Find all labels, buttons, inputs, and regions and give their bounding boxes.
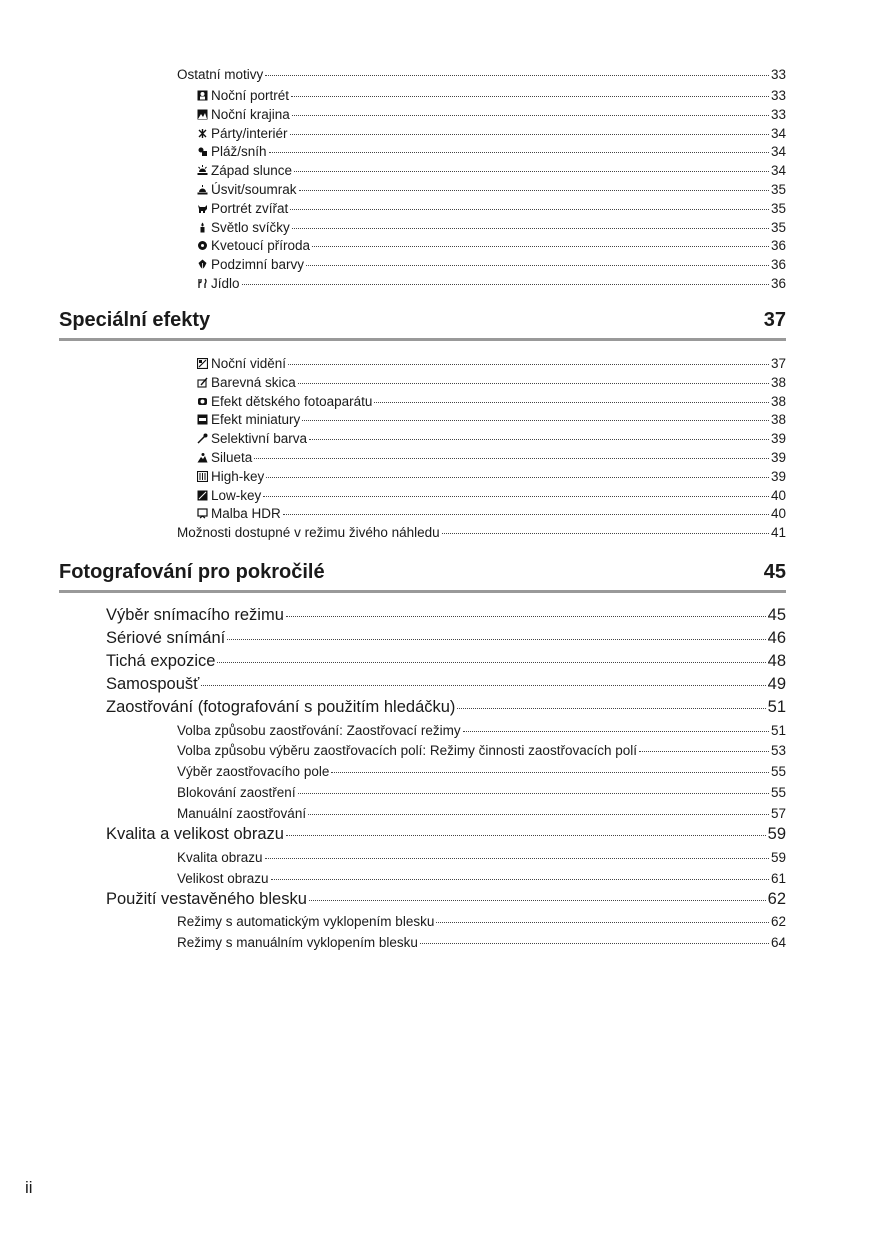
dot-leader — [254, 458, 769, 459]
sunset-icon — [197, 164, 208, 175]
dot-leader — [298, 793, 769, 794]
toc-entry[interactable] — [197, 107, 786, 122]
night-landscape-icon — [197, 108, 208, 119]
dot-leader — [242, 284, 769, 285]
toc-subentry[interactable] — [177, 723, 786, 738]
toc-entry-page: 59 — [767, 825, 786, 843]
toc-entry-label: Výběr zaostřovacího pole — [177, 764, 330, 779]
toc-entry[interactable] — [106, 629, 786, 648]
candlelight-icon — [197, 221, 208, 232]
toc-entry[interactable] — [197, 431, 786, 446]
toc-entry-label: Kvalita obrazu — [177, 850, 263, 865]
toc-entry[interactable] — [197, 144, 786, 159]
section-page: 37 — [763, 309, 786, 331]
toc-entry-page: 33 — [770, 106, 786, 122]
toc-entry-page: 46 — [767, 629, 786, 647]
night-portrait-icon — [197, 89, 208, 100]
section-title: Speciální efekty — [59, 309, 211, 331]
night-vision-icon — [197, 357, 208, 368]
toc-entry-label: Podzimní barvy — [211, 257, 305, 273]
toc-entry-label: Výběr snímacího režimu — [106, 606, 284, 624]
toc-entry-label: Blokování zaostření — [177, 785, 296, 800]
toc-entry-page: 59 — [770, 850, 786, 865]
toc-entry-label: Noční krajina — [211, 106, 290, 122]
toc-entry[interactable] — [106, 825, 786, 844]
toc-entry-label: Režimy s manuálním vyklopením blesku — [177, 935, 418, 950]
toc-entry[interactable] — [106, 606, 786, 625]
toc-entry-page: 34 — [770, 144, 786, 160]
dot-leader — [302, 420, 769, 421]
dot-leader — [463, 731, 769, 732]
dot-leader — [263, 496, 769, 497]
toc-entry-label: Úsvit/soumrak — [211, 182, 297, 197]
toc-entry-page: 55 — [770, 785, 786, 800]
toc-entry-label: Selektivní barva — [211, 431, 308, 447]
blossom-icon — [197, 239, 208, 250]
toc-entry-label: Manuální zaostřování — [177, 806, 307, 821]
toc-entry-page: 35 — [770, 219, 786, 235]
toc-subentry[interactable] — [177, 785, 786, 800]
dot-leader — [227, 639, 765, 640]
toc-entry-label: Ostatní motivy — [177, 67, 264, 82]
dot-leader — [283, 514, 769, 515]
party-indoor-icon — [197, 127, 208, 138]
toc-entry-page: 37 — [770, 356, 786, 371]
toc-entry-page: 39 — [770, 468, 786, 484]
toc-entry-page: 34 — [770, 125, 786, 141]
dot-leader — [265, 75, 769, 76]
toc-entry-label: High-key — [211, 468, 265, 484]
toc-entry-label: Silueta — [211, 450, 253, 465]
dot-leader — [266, 477, 769, 478]
toc-entry[interactable] — [197, 257, 786, 272]
toc-entry-page: 62 — [767, 890, 786, 908]
toc-entry-ostatni-motivy[interactable] — [177, 67, 786, 82]
toc-entry-label: Možnosti dostupné v režimu živého náhledu — [177, 525, 440, 540]
toc-entry-label: Noční portrét — [211, 88, 290, 103]
dot-leader — [299, 190, 769, 191]
food-icon — [197, 277, 208, 288]
section-heading-advanced-photography[interactable] — [59, 561, 786, 584]
dot-leader — [639, 751, 769, 752]
toc-entry[interactable] — [197, 356, 786, 371]
toc-entry-label: Pláž/sníh — [211, 144, 267, 160]
dot-leader — [291, 96, 769, 97]
dot-leader — [457, 708, 765, 709]
dot-leader — [286, 616, 766, 617]
dot-leader — [436, 922, 769, 923]
toc-entry-label: Světlo svíčky — [211, 219, 290, 235]
dot-leader — [309, 900, 766, 901]
toc-entry-label: Západ slunce — [211, 163, 293, 179]
toc-entry[interactable] — [197, 126, 786, 141]
toc-entry-page: 53 — [770, 743, 786, 758]
toc-entry-page: 57 — [770, 806, 786, 821]
toc-subentry[interactable] — [177, 914, 786, 929]
toc-entry-label: Režimy s automatickým vyklopením blesku — [177, 914, 435, 929]
dot-leader — [286, 835, 766, 836]
toc-entry-label: Efekt miniatury — [211, 412, 301, 428]
toc-entry[interactable] — [197, 506, 786, 521]
toc-entry-page: 38 — [770, 374, 786, 390]
section-divider — [59, 590, 786, 593]
toc-entry-page: 38 — [770, 412, 786, 428]
toc-entry-page: 61 — [770, 871, 786, 886]
toc-entry-page: 36 — [770, 238, 786, 254]
toc-entry-page: 36 — [770, 257, 786, 273]
dot-leader — [271, 879, 769, 880]
toc-entry[interactable] — [197, 488, 786, 503]
dot-leader — [217, 662, 765, 663]
hdr-painting-icon — [197, 507, 208, 518]
toc-entry[interactable] — [197, 469, 786, 484]
dusk-dawn-icon — [197, 183, 208, 194]
selective-color-icon — [197, 432, 208, 443]
toc-entry-page: 33 — [770, 67, 786, 82]
silhouette-icon — [197, 451, 208, 462]
toc-entry-page: 33 — [770, 88, 786, 103]
toc-entry-page: 34 — [770, 163, 786, 179]
toc-entry-label: Párty/interiér — [211, 125, 288, 141]
toc-entry-label: Noční vidění — [211, 356, 287, 371]
toc-entry-label: Portrét zvířat — [211, 200, 289, 216]
toc-entry-page: 35 — [770, 182, 786, 197]
toc-subentry[interactable] — [177, 806, 786, 821]
toc-entry[interactable] — [197, 182, 786, 197]
miniature-icon — [197, 413, 208, 424]
section-divider — [59, 338, 786, 341]
toc-entry-page: 45 — [767, 606, 786, 624]
toc-entry-label: Kvetoucí příroda — [211, 238, 311, 254]
toc-entry-page: 55 — [770, 764, 786, 779]
dot-leader — [308, 814, 769, 815]
section-title: Fotografování pro pokročilé — [59, 561, 325, 583]
high-key-icon — [197, 470, 208, 481]
toc-entry-label: Low-key — [211, 487, 262, 503]
toc-entry-page: 51 — [770, 723, 786, 738]
color-sketch-icon — [197, 376, 208, 387]
toc-entry-page: 40 — [770, 506, 786, 522]
toc-entry-page: 48 — [767, 652, 786, 670]
toc-subentry[interactable] — [177, 850, 786, 865]
toc-entry-label: Volba způsobu výběru zaostřovacích polí: Režimy činnosti zaostřovacích polí — [177, 743, 637, 758]
toc-entry-label: Sériové snímání — [106, 629, 226, 647]
toc-entry[interactable] — [197, 220, 786, 235]
toc-subentry[interactable] — [177, 935, 786, 950]
toc-entry-label: Jídlo — [211, 276, 240, 291]
toc-entry-label: Použití vestavěného blesku — [106, 890, 307, 908]
dot-leader — [292, 228, 769, 229]
toc-entry-page: 38 — [770, 393, 786, 409]
toc-entry-page: 36 — [770, 276, 786, 291]
toc-entry[interactable] — [197, 394, 786, 409]
toc-entry-label: Velikost obrazu — [177, 871, 269, 886]
section-page: 45 — [763, 561, 786, 583]
toc-entry-label: Kvalita a velikost obrazu — [106, 825, 284, 843]
dot-leader — [201, 685, 765, 686]
toc-entry[interactable] — [197, 201, 786, 216]
toc-entry-page: 49 — [767, 675, 786, 693]
toc-entry-page: 62 — [770, 914, 786, 929]
dot-leader — [309, 439, 769, 440]
dot-leader — [292, 115, 769, 116]
toc-entry-page: 39 — [770, 431, 786, 447]
toc-subentry[interactable] — [177, 871, 786, 886]
toc-entry[interactable] — [197, 238, 786, 253]
toy-camera-icon — [197, 395, 208, 406]
toc-entry-label: Efekt dětského fotoaparátu — [211, 393, 373, 409]
toc-entry[interactable] — [197, 88, 786, 103]
dot-leader — [290, 134, 769, 135]
low-key-icon — [197, 489, 208, 500]
toc-entry-live-view-options[interactable] — [177, 525, 786, 540]
page-number: ii — [25, 1178, 33, 1197]
toc-entry[interactable] — [106, 652, 786, 671]
dot-leader — [290, 209, 769, 210]
dot-leader — [331, 772, 769, 773]
toc-entry-page: 41 — [770, 525, 786, 540]
toc-entry[interactable] — [106, 890, 786, 909]
pet-portrait-icon — [197, 202, 208, 213]
toc-subentry[interactable] — [177, 764, 786, 779]
toc-entry[interactable] — [197, 450, 786, 465]
toc-entry-label: Tichá expozice — [106, 652, 216, 670]
dot-leader — [374, 402, 769, 403]
toc-entry-page: 51 — [767, 698, 786, 716]
toc-entry-page: 40 — [770, 487, 786, 503]
toc-entry[interactable] — [106, 675, 786, 694]
dot-leader — [306, 265, 769, 266]
toc-entry-label: Zaostřování (fotografování s použitím hledáčku) — [106, 698, 456, 716]
section-heading-special-effects[interactable] — [59, 309, 786, 332]
toc-entry[interactable] — [197, 412, 786, 427]
beach-snow-icon — [197, 145, 208, 156]
toc-entry[interactable] — [106, 698, 786, 717]
dot-leader — [420, 943, 769, 944]
toc-entry-page: 39 — [770, 450, 786, 465]
dot-leader — [288, 364, 769, 365]
toc-entry-label: Volba způsobu zaostřování: Zaostřovací režimy — [177, 723, 461, 738]
dot-leader — [294, 171, 769, 172]
toc-entry-label: Malba HDR — [211, 506, 281, 522]
toc-entry-label: Barevná skica — [211, 374, 296, 390]
toc-entry[interactable] — [197, 163, 786, 178]
dot-leader — [442, 533, 769, 534]
dot-leader — [269, 152, 769, 153]
dot-leader — [298, 383, 769, 384]
toc-entry-label: Samospoušť — [106, 675, 200, 693]
toc-entry-page: 64 — [770, 935, 786, 950]
dot-leader — [312, 246, 769, 247]
toc-entry[interactable] — [197, 375, 786, 390]
autumn-colors-icon — [197, 258, 208, 269]
toc-subentry[interactable] — [177, 743, 786, 758]
toc-entry-page: 35 — [770, 200, 786, 216]
toc-entry[interactable] — [197, 276, 786, 291]
dot-leader — [265, 858, 769, 859]
